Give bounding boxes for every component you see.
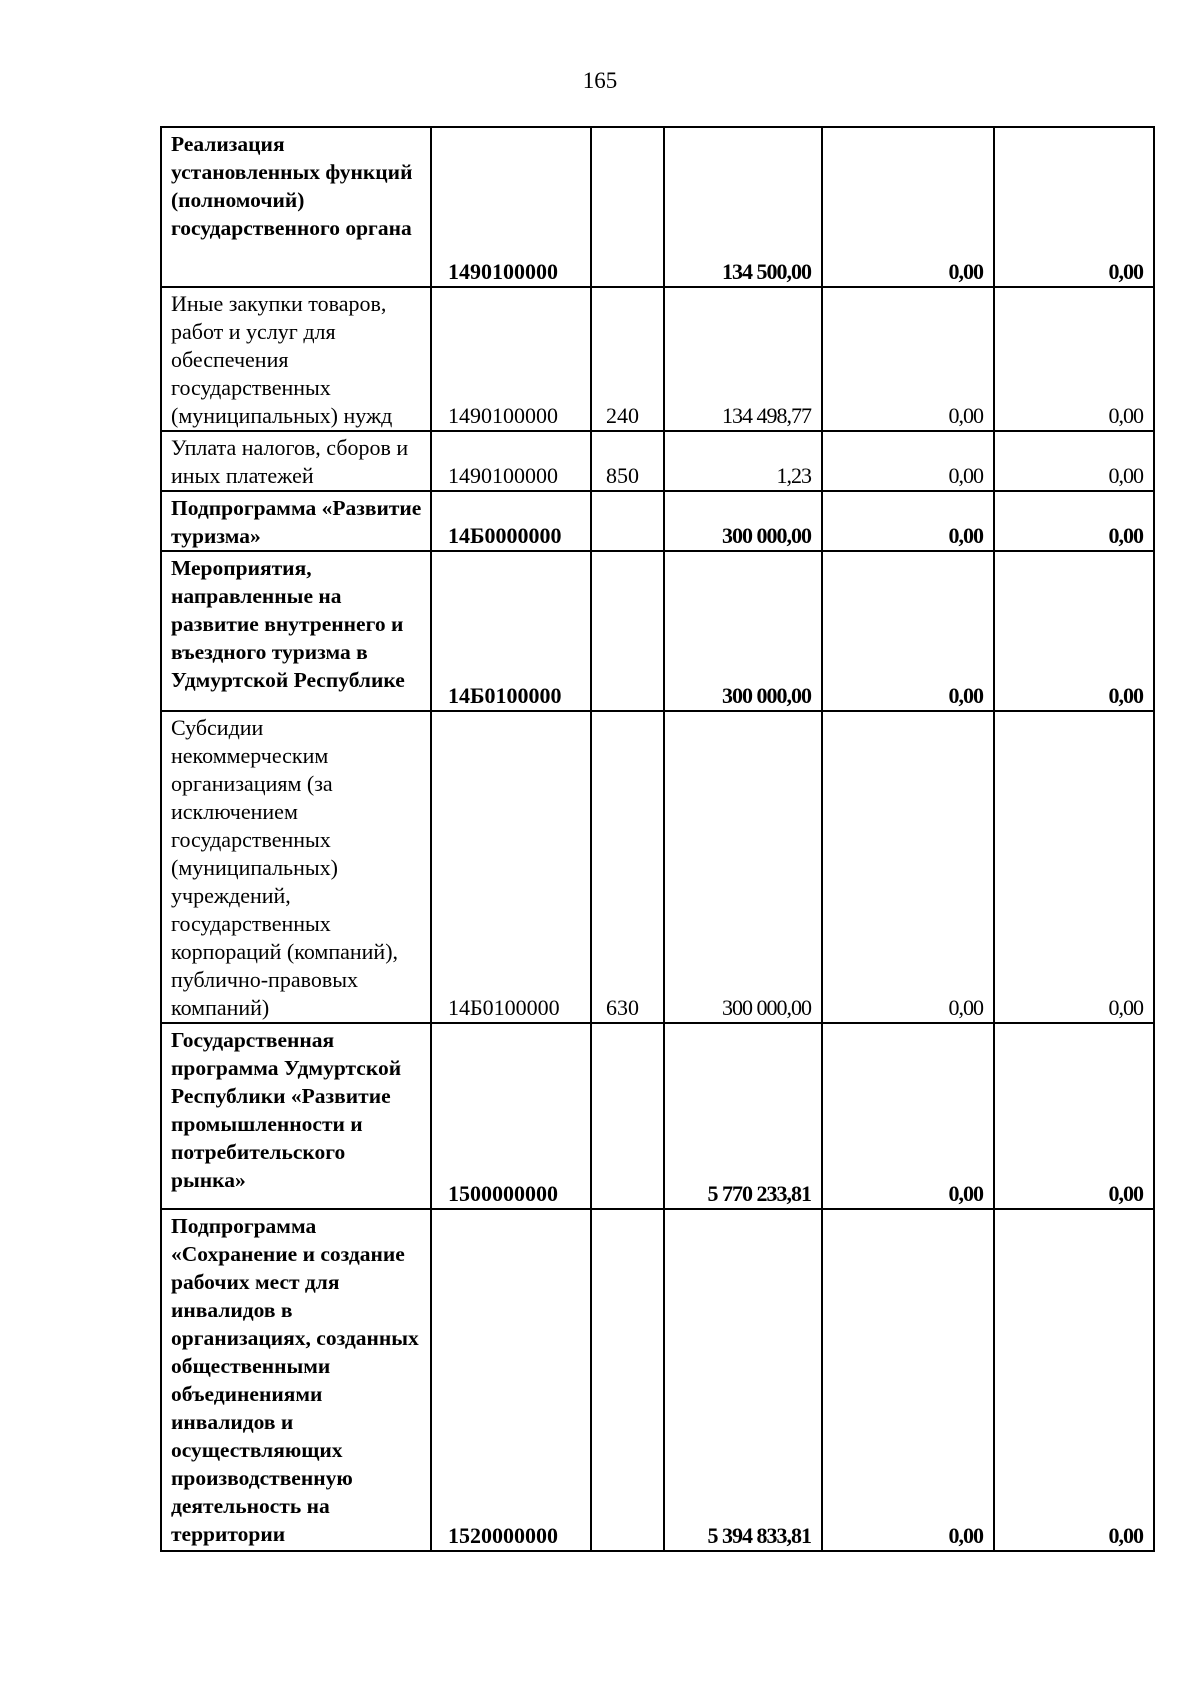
row-kind-cell	[591, 551, 664, 711]
row-amount3-cell: 0,00	[994, 431, 1154, 491]
row-name-cell: Субсидии некоммерческим организациям (за исключением государственных (муниципальных) учреждений, государственных корпораций (компаний), публично-правовых компаний)	[161, 711, 431, 1023]
page-number: 165	[582, 68, 618, 93]
row-amount2-cell: 0,00	[822, 491, 994, 551]
row-code-cell: 1520000000	[431, 1209, 591, 1551]
table-row	[161, 1023, 1154, 1209]
table-row	[161, 287, 1154, 431]
row-amount1-cell: 300 000,00	[664, 551, 822, 711]
row-amount3-cell: 0,00	[994, 551, 1154, 711]
row-kind-cell: 240	[591, 287, 664, 431]
table-row	[161, 491, 1154, 551]
row-amount3-cell: 0,00	[994, 711, 1154, 1023]
row-amount1-cell: 1,23	[664, 431, 822, 491]
row-code-cell: 1500000000	[431, 1023, 591, 1209]
row-code-cell: 14Б0000000	[431, 491, 591, 551]
row-kind-cell: 850	[591, 431, 664, 491]
row-code-cell: 1490100000	[431, 127, 591, 287]
row-amount3-cell: 0,00	[994, 127, 1154, 287]
table-row	[161, 1209, 1154, 1551]
row-amount1-cell: 5 394 833,81	[664, 1209, 822, 1551]
row-kind-cell: 630	[591, 711, 664, 1023]
budget-table	[160, 126, 1155, 1552]
row-code-cell: 14Б0100000	[431, 551, 591, 711]
row-amount2-cell: 0,00	[822, 431, 994, 491]
table-row	[161, 127, 1154, 287]
row-code-cell: 1490100000	[431, 431, 591, 491]
row-kind-cell	[591, 127, 664, 287]
row-amount1-cell: 300 000,00	[664, 711, 822, 1023]
row-amount2-cell: 0,00	[822, 127, 994, 287]
table-row	[161, 431, 1154, 491]
row-amount1-cell: 134 500,00	[664, 127, 822, 287]
row-amount1-cell: 5 770 233,81	[664, 1023, 822, 1209]
table-row	[161, 551, 1154, 711]
row-amount1-cell: 134 498,77	[664, 287, 822, 431]
row-amount2-cell: 0,00	[822, 551, 994, 711]
row-amount3-cell: 0,00	[994, 1209, 1154, 1551]
row-amount1-cell: 300 000,00	[664, 491, 822, 551]
row-name-cell: Государственная программа Удмуртской Республики «Развитие промышленности и потребительского рынка»	[161, 1023, 431, 1209]
row-amount2-cell: 0,00	[822, 1209, 994, 1551]
row-amount3-cell: 0,00	[994, 491, 1154, 551]
row-amount3-cell: 0,00	[994, 1023, 1154, 1209]
row-name-cell: Иные закупки товаров, работ и услуг для обеспечения государственных (муниципальных) нужд	[161, 287, 431, 431]
row-name-cell: Подпрограмма «Сохранение и создание рабочих мест для инвалидов в организациях, созданных общественными объединениями инвалидов и осуществляющих производственную деятельность на территории	[161, 1209, 431, 1551]
row-kind-cell	[591, 491, 664, 551]
row-amount2-cell: 0,00	[822, 287, 994, 431]
row-code-cell: 1490100000	[431, 287, 591, 431]
row-kind-cell	[591, 1209, 664, 1551]
row-name-cell: Реализация установленных функций (полномочий) государственного органа	[161, 127, 431, 287]
row-amount2-cell: 0,00	[822, 1023, 994, 1209]
row-amount3-cell: 0,00	[994, 287, 1154, 431]
row-name-cell: Уплата налогов, сборов и иных платежей	[161, 431, 431, 491]
row-amount2-cell: 0,00	[822, 711, 994, 1023]
row-code-cell: 14Б0100000	[431, 711, 591, 1023]
row-kind-cell	[591, 1023, 664, 1209]
row-name-cell: Мероприятия, направленные на развитие внутреннего и въездного туризма в Удмуртской Республике	[161, 551, 431, 711]
table-row	[161, 711, 1154, 1023]
row-name-cell: Подпрограмма «Развитие туризма»	[161, 491, 431, 551]
